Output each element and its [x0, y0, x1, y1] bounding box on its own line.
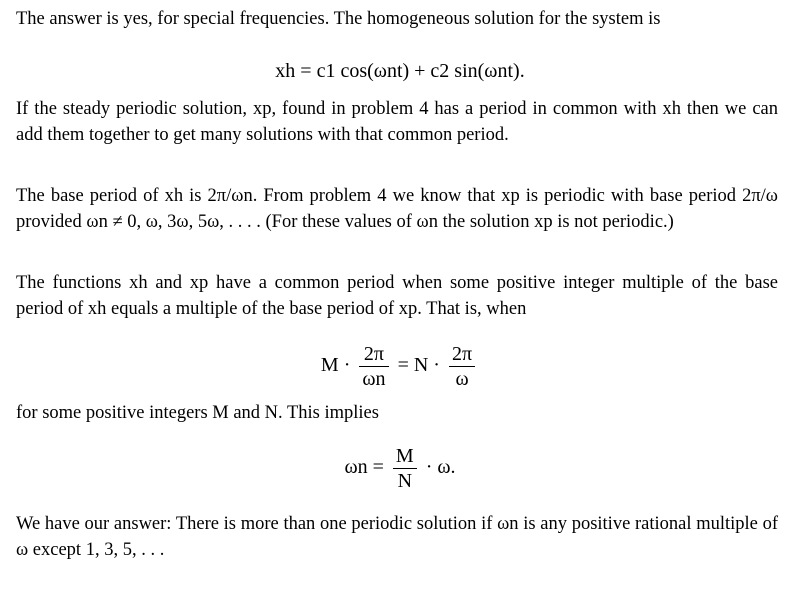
eq2-right-denominator: ω [455, 368, 469, 390]
eq2-left-numerator: 2π [359, 342, 388, 367]
eq3-fraction [393, 444, 417, 493]
eq3-numerator: M [393, 444, 417, 469]
paragraph-2: If the steady periodic solution, xp, found in problem 4 has a period in common with xh then we can add them together to get many solutions with that common period. [16, 99, 778, 145]
eq2-right-numerator: 2π [449, 342, 475, 367]
eq2-left-fraction [359, 342, 388, 391]
eq2-left-coef: M [320, 354, 339, 377]
paragraph-1: The answer is yes, for special frequencies. The homogeneous solution for the system is [16, 9, 661, 29]
equation-homogeneous: xh = c1 cos(ωnt) + c2 sin(ωnt). [275, 60, 525, 82]
paragraph-4: The functions xh and xp have a common period when some positive integer multiple of the base period of xh equals a multiple of the base period of xp. That is, when [16, 273, 778, 319]
eq3-denominator: N [397, 470, 413, 492]
paragraph-6: We have our answer: There is more than one periodic solution if ωn is any positive rational multiple of ω except 1, 3, 5, . . . [16, 514, 778, 560]
eq3-rhs: · ω. [425, 456, 456, 479]
paragraph-3: The base period of xh is 2π/ωn. From problem 4 we know that xp is periodic with base period 2π/ω provided ωn ≠ 0, ω, 3ω, 5ω, . . . . (For these values of ωn the solution xp is not periodic.) [16, 186, 778, 232]
equation-implication: ωn = $\frac{M}{N}$ · ω. [344, 445, 456, 492]
eq2-left-denominator: ωn [362, 368, 386, 390]
equation-common-period: M · $\frac{2\pi}{\omega n}$ = N · $\frac{2\pi}{\omega}$ [0, 342, 800, 391]
eq3-lhs: ωn [344, 456, 368, 479]
eq2-right-fraction [449, 342, 475, 391]
paragraph-5: for some positive integers M and N. This implies [16, 403, 379, 423]
eq2-right-coef: N [413, 354, 429, 377]
